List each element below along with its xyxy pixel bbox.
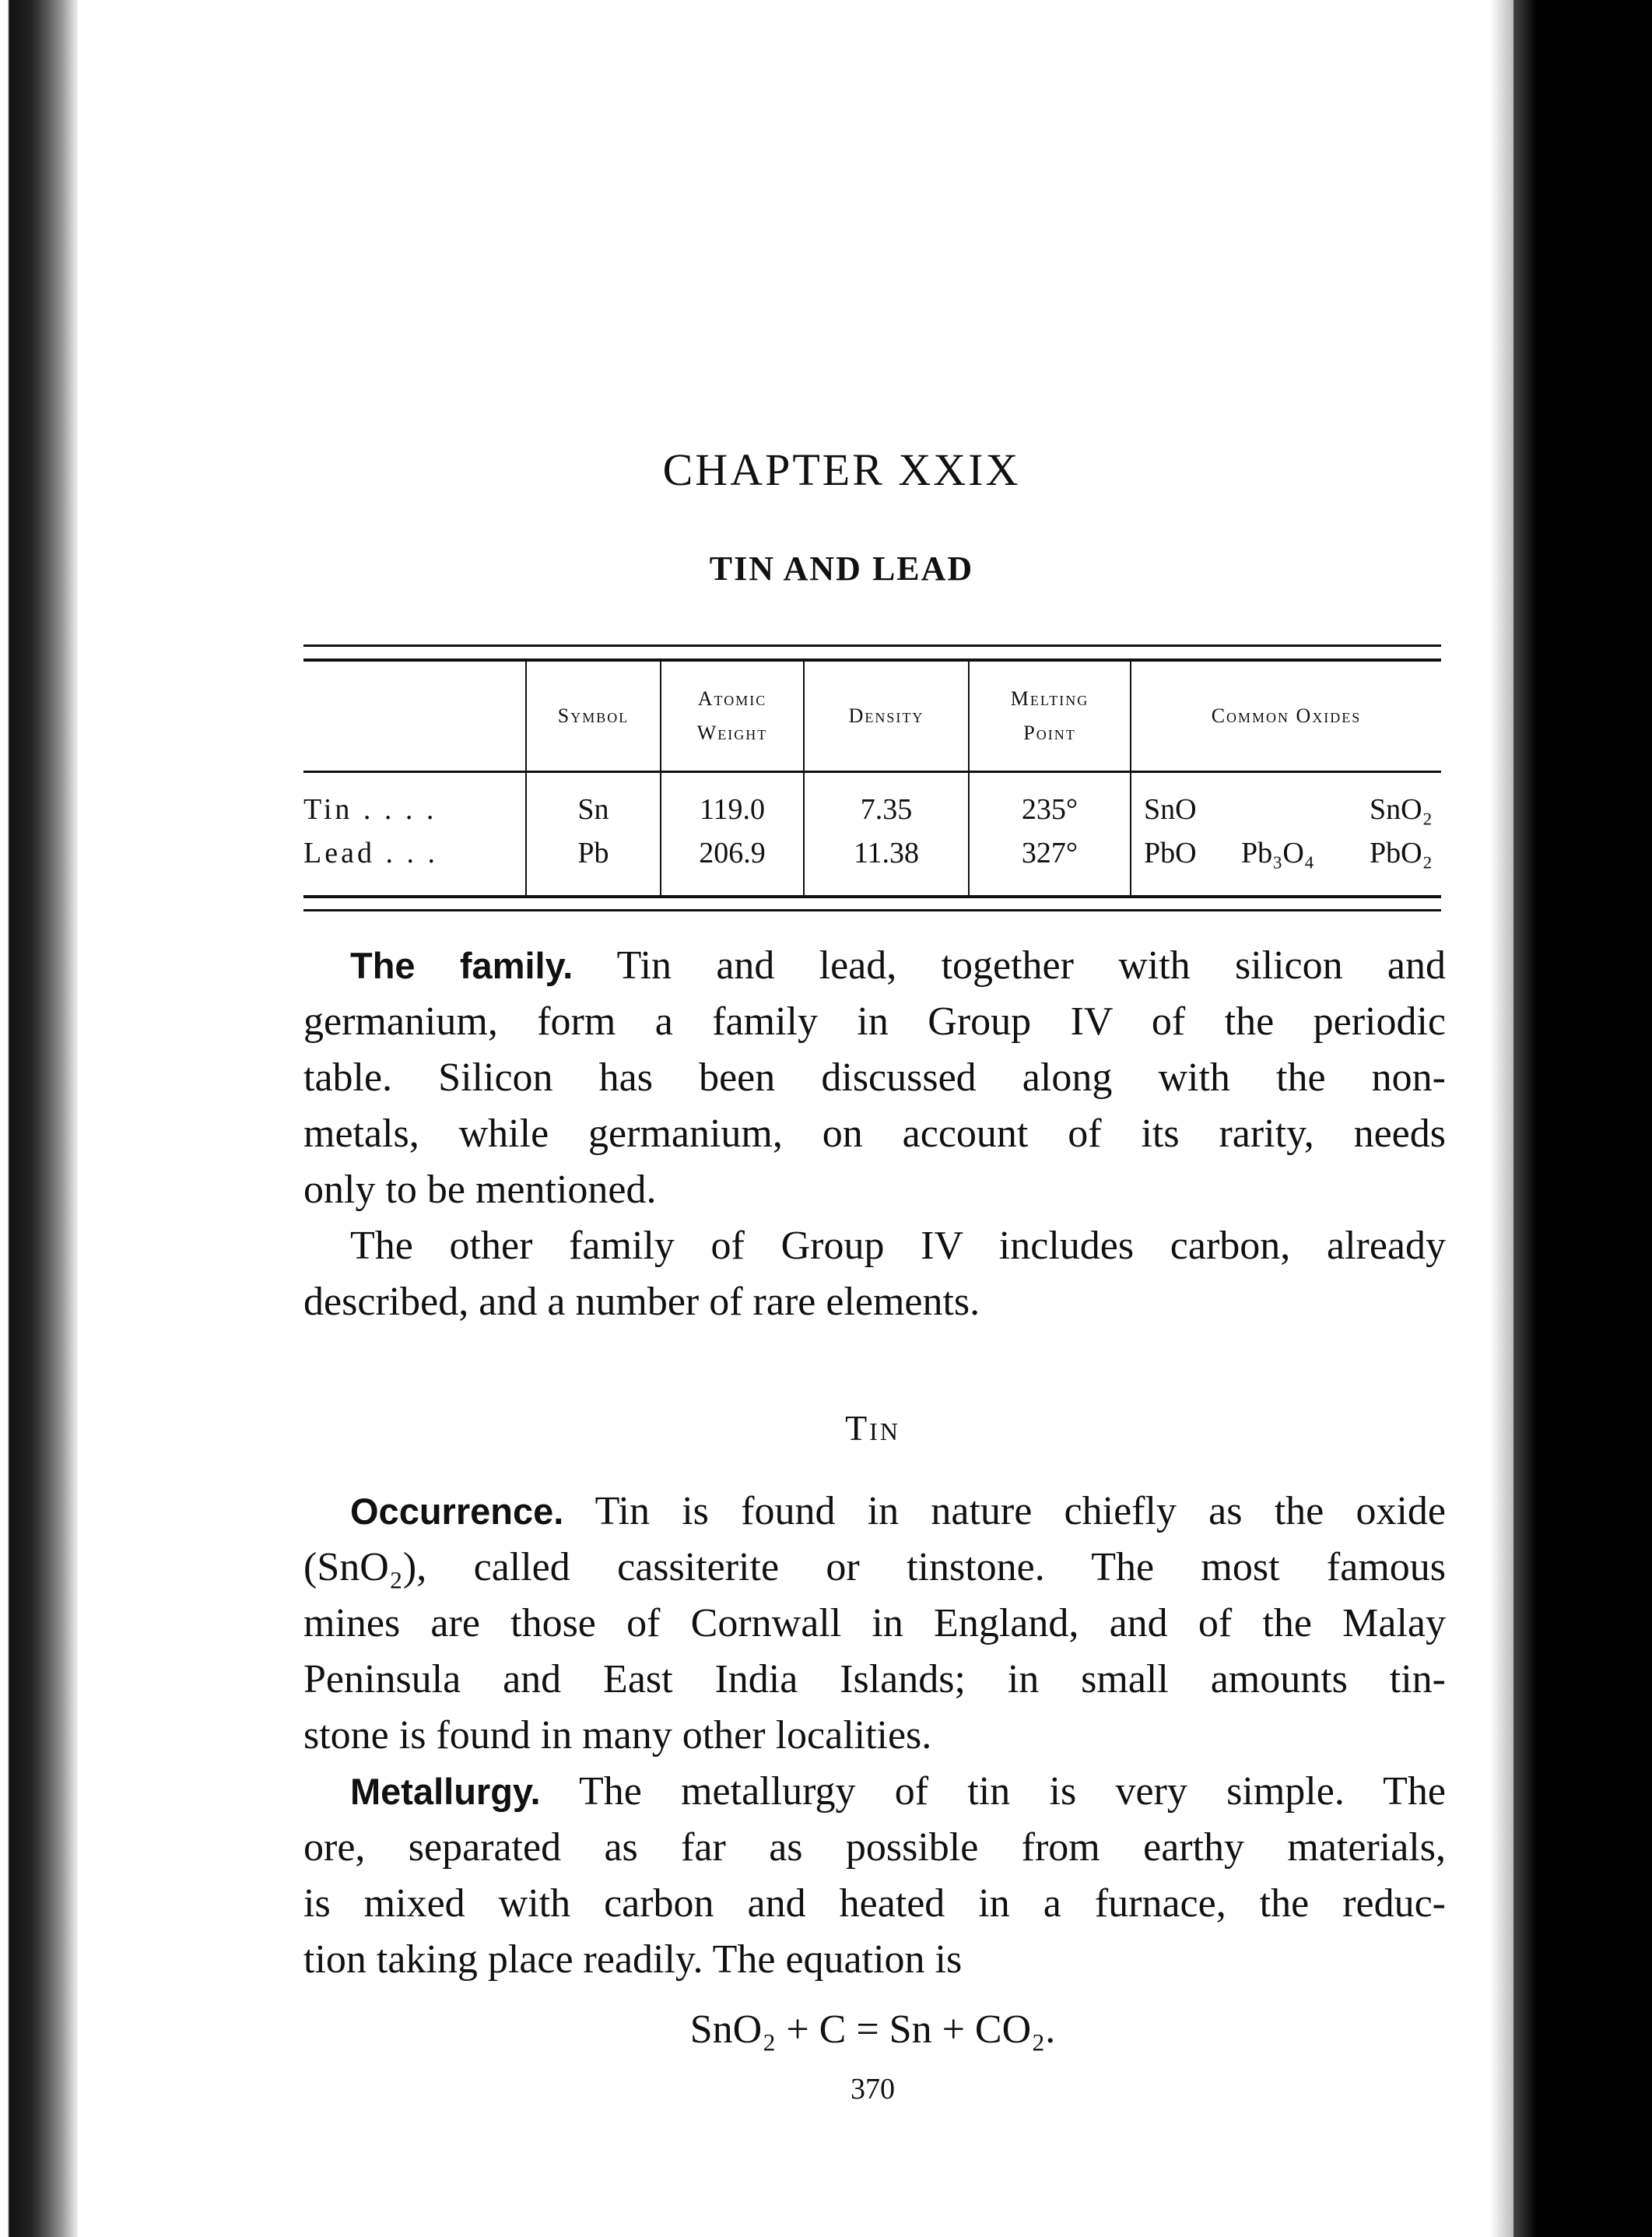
- equation: SnO₂ + C = Sn + CO₂.: [689, 2007, 1056, 2052]
- header-symbol: Symbol: [557, 704, 630, 727]
- row-oxide: Pb₃O₄: [1241, 837, 1315, 869]
- chapter-title: CHAPTER XXIX: [662, 444, 1021, 495]
- text-line: Peninsula and East India Islands; in small amounts tin-: [303, 1657, 1446, 1701]
- text-line: stone is found in many other localities.: [303, 1713, 932, 1758]
- paragraph-heading: Metallurgy.: [350, 1771, 541, 1812]
- text-line: metals, while germanium, on account of its rarity, needs: [303, 1111, 1446, 1156]
- text-line: is mixed with carbon and heated in a furnace, the reduc-: [303, 1881, 1446, 1926]
- row-density: 7.35: [860, 793, 913, 826]
- paragraph-heading: Occurrence.: [350, 1491, 564, 1532]
- text-line: described, and a number of rare elements.: [303, 1280, 980, 1324]
- text-line: (SnO₂), called cassiterite or tinstone. The most famous: [303, 1545, 1446, 1589]
- header-atomic-weight-line2: Weight: [696, 722, 768, 744]
- header-common-oxides: Common Oxides: [1211, 704, 1362, 727]
- text-line: germanium, form a family in Group IV of the periodic: [303, 999, 1446, 1044]
- text-line: The family. Tin and lead, together with silicon and: [350, 943, 1446, 988]
- header-melting-point-line1: Melting: [1010, 687, 1089, 710]
- text-line: Occurrence. Tin is found in nature chiefly as the oxide: [350, 1489, 1446, 1533]
- paragraph-heading: The family.: [350, 945, 573, 986]
- paragraph-family: [303, 938, 1446, 1330]
- header-atomic-weight: [661, 682, 803, 750]
- row-element: Tin . . . .: [303, 793, 437, 826]
- text-line: mines are those of Cornwall in England, and of the Malay: [303, 1601, 1446, 1645]
- header-density: Density: [848, 704, 924, 727]
- header-melting-point: [970, 682, 1130, 750]
- header-atomic-weight-line1: Atomic: [697, 687, 767, 710]
- row-symbol: Pb: [577, 837, 609, 869]
- scan-left-edge: [0, 0, 78, 2237]
- chapter-subtitle: TIN AND LEAD: [709, 550, 974, 588]
- text-line: only to be mentioned.: [303, 1168, 657, 1212]
- row-oxide: PbO: [1144, 837, 1197, 869]
- row-melting-point: 235°: [1021, 793, 1079, 826]
- paragraph-occurrence: [303, 1484, 1446, 1764]
- scan-right-edge: [1490, 0, 1652, 2237]
- text-line: tion taking place readily. The equation is: [303, 1937, 963, 1982]
- text-line: ore, separated as far as possible from earthy materials,: [303, 1825, 1446, 1870]
- text-line: table. Silicon has been discussed along with the non-: [303, 1055, 1446, 1100]
- paragraph-metallurgy: [303, 1764, 1446, 1988]
- row-symbol: Sn: [577, 793, 609, 826]
- row-density: 11.38: [853, 837, 920, 869]
- header-melting-point-line2: Point: [1023, 722, 1076, 744]
- properties-table: [303, 644, 1441, 914]
- page-number: 370: [851, 2073, 895, 2105]
- section-heading-tin: Tin: [845, 1408, 900, 1448]
- row-atomic-weight: 206.9: [699, 837, 766, 869]
- row-oxide: PbO₂: [1370, 837, 1433, 869]
- text-line: The other family of Group IV includes carbon, already: [350, 1224, 1446, 1268]
- text-line: Metallurgy. The metallurgy of tin is very simple. The: [350, 1769, 1447, 1814]
- row-oxide: SnO: [1144, 793, 1197, 826]
- row-melting-point: 327°: [1021, 837, 1079, 869]
- row-atomic-weight: 119.0: [699, 793, 766, 826]
- row-element: Lead . . .: [303, 837, 438, 869]
- row-oxide: SnO₂: [1370, 793, 1433, 826]
